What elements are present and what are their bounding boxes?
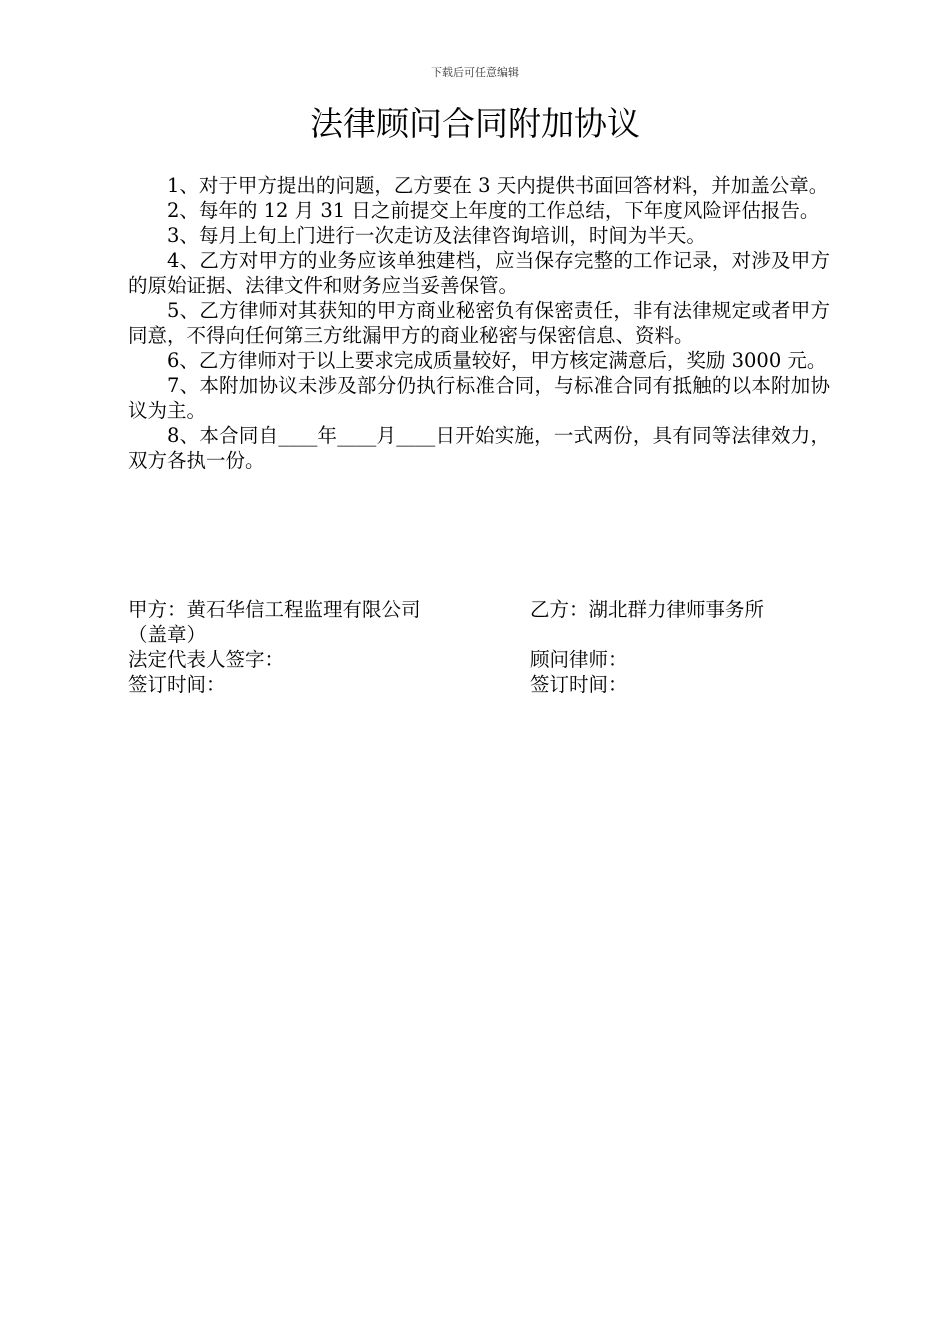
clause-6: 6、乙方律师对于以上要求完成质量较好，甲方核定满意后，奖励 3000 元。 (167, 349, 827, 372)
lawyer-signature: 顾问律师： (530, 648, 628, 671)
clause-4: 4、乙方对甲方的业务应该单独建档，应当保存完整的工作记录，对涉及甲方的原始证据、法律文件和财务应当妥善保管。 (128, 249, 830, 297)
party-a-sign-date: 签订时间： (128, 673, 226, 696)
party-a-name: 甲方：黄石华信工程监理有限公司 (128, 598, 421, 621)
signature-row-seal (128, 622, 830, 647)
clause-3: 3、每月上旬上门进行一次走访及法律咨询培训，时间为半天。 (167, 224, 706, 247)
clause-2: 2、每年的 12 月 31 日之前提交上年度的工作总结，下年度风险评估报告。 (167, 199, 820, 222)
clause-7: 7、本附加协议未涉及部分仍执行标准合同，与标准合同有抵触的以本附加协议为主。 (128, 374, 830, 422)
signature-block (128, 597, 830, 697)
signature-row-signers (128, 647, 830, 672)
clause-1: 1、对于甲方提出的问题，乙方要在 3 天内提供书面回答材料，并加盖公章。 (167, 174, 829, 197)
clause-5: 5、乙方律师对其获知的甲方商业秘密负有保密责任，非有法律规定或者甲方同意，不得向任何第三方纰漏甲方的商业秘密与保密信息、资料。 (128, 299, 830, 347)
party-b-sign-date: 签订时间： (530, 673, 628, 696)
clauses-list (128, 173, 830, 473)
party-a-seal: （盖章） (128, 623, 207, 646)
signature-row-dates (128, 672, 830, 697)
signature-row-parties (128, 597, 830, 622)
document-title: 法律顾问合同附加协议 (310, 104, 640, 143)
party-b-name: 乙方：湖北群力律师事务所 (530, 598, 765, 621)
clause-8: 8、本合同自____年____月____日开始实施，一式两份，具有同等法律效力，双方各执一份。 (128, 424, 830, 472)
header-note: 下载后可任意编辑 (431, 66, 519, 79)
legal-rep-signature: 法定代表人签字： (128, 648, 285, 671)
